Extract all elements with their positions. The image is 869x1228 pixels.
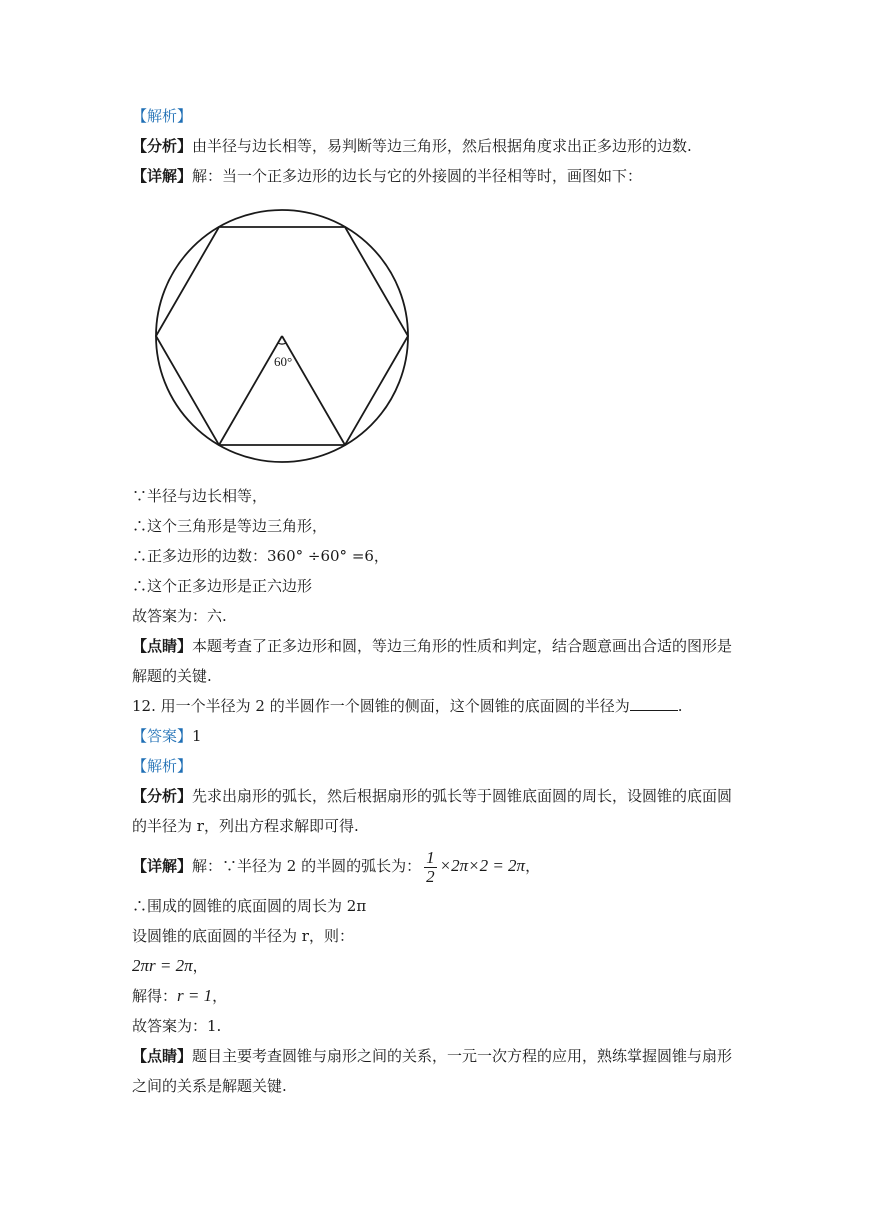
- comment-continuation: 解题的关键.: [132, 667, 212, 685]
- question-end: .: [677, 697, 683, 715]
- detail-tag-q12: 【详解】: [132, 857, 193, 875]
- comment-paragraph-q12: [132, 1046, 732, 1066]
- comment-paragraph: [132, 636, 732, 656]
- detail-paragraph-q12: [132, 848, 540, 886]
- fraction-denominator: 2: [426, 866, 435, 886]
- analysis-tag-q12: 【分析】: [132, 787, 193, 805]
- question-text: 12. 用一个半径为 2 的半圆作一个圆锥的侧面，这个圆锥的底面圆的半径为: [132, 697, 630, 715]
- answer-value: 1: [192, 727, 202, 745]
- equation-line: [132, 956, 208, 976]
- analysis-text: 由半径与边长相等，易判断等边三角形，然后根据角度求出正多边形的边数.: [192, 137, 692, 155]
- answer-tag: 【答案】: [132, 727, 193, 745]
- equation-after: ，: [192, 957, 208, 975]
- solve-label: 解得：: [132, 987, 178, 1005]
- step-line-4: ∴这个正多边形是正六边形: [132, 577, 313, 595]
- question-12: [132, 696, 683, 716]
- comment-text-q12: 题目主要考查圆锥与扇形之间的关系，一元一次方程的应用，熟练掌握圆锥与扇形: [192, 1047, 733, 1065]
- triangle-right-side: [282, 336, 345, 445]
- hexagon-circle-figure: [152, 206, 412, 470]
- analysis-text-q12: 先求出扇形的弧长，然后根据扇形的弧长等于圆锥底面圆的周长，设圆锥的底面圆: [192, 787, 733, 805]
- solve-line: [132, 986, 227, 1006]
- detail-after-q12: ，: [525, 857, 541, 875]
- arc-length-expression: ×2π×2 = 2π: [439, 856, 526, 875]
- answer-blank: [630, 696, 678, 711]
- detail-paragraph: [132, 166, 642, 186]
- answer-line: 故答案为：六.: [132, 607, 227, 625]
- section-header-analysis-q12: 【解析】: [132, 757, 193, 775]
- solve-after: ，: [212, 987, 228, 1005]
- detail-text: 解：当一个正多边形的边长与它的外接圆的半径相等时，画图如下：: [192, 167, 643, 185]
- step-line-2: ∴这个三角形是等边三角形，: [132, 517, 328, 535]
- fraction-numerator: 1: [426, 847, 435, 867]
- detail-tag: 【详解】: [132, 167, 193, 185]
- step-line-1: ∵半径与边长相等，: [132, 487, 268, 505]
- analysis-tag: 【分析】: [132, 137, 193, 155]
- step-let-radius: 设圆锥的底面圆的半径为 r，则：: [132, 927, 354, 945]
- section-header-analysis: 【解析】: [132, 107, 193, 125]
- answer-line-q12: [132, 726, 202, 746]
- comment-continuation-q12: 之间的关系是解题关键.: [132, 1077, 287, 1095]
- comment-tag: 【点睛】: [132, 637, 193, 655]
- solve-expression: r = 1: [177, 986, 213, 1005]
- detail-text-q12: 解：∵半径为 2 的半圆的弧长为：: [192, 857, 422, 875]
- step-line-3: ∴正多边形的边数：360° ÷60° =6，: [132, 547, 389, 565]
- angle-arc: [278, 343, 286, 344]
- analysis-continuation-q12: 的半径为 r，列出方程求解即可得.: [132, 817, 359, 835]
- triangle-left-side: [219, 336, 282, 445]
- equation: 2πr = 2π: [132, 956, 193, 975]
- analysis-paragraph: [132, 136, 692, 156]
- comment-tag-q12: 【点睛】: [132, 1047, 193, 1065]
- fraction-one-half: [424, 849, 437, 886]
- comment-text: 本题考查了正多边形和圆，等边三角形的性质和判定，结合题意画出合适的图形是: [192, 637, 733, 655]
- final-answer-q12: 故答案为：1.: [132, 1017, 222, 1035]
- analysis-paragraph-q12: [132, 786, 732, 806]
- angle-label: 60°: [274, 354, 293, 369]
- step-circumference: ∴围成的圆锥的底面圆的周长为 2π: [132, 897, 367, 915]
